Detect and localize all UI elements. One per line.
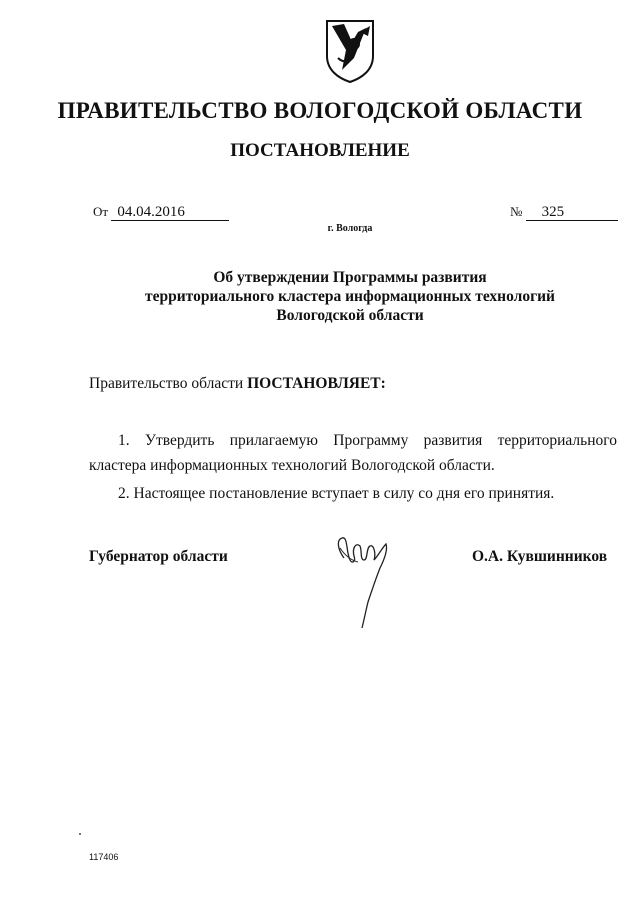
subject-line: Об утверждении Программы развития: [213, 269, 487, 286]
document-type: ПОСТАНОВЛЕНИЕ: [230, 140, 410, 161]
government-title: ПРАВИТЕЛЬСТВО ВОЛОГОДСКОЙ ОБЛАСТИ: [57, 98, 583, 123]
signatory-name: О.А. Кувшинников: [472, 548, 608, 565]
scan-dot: [79, 833, 81, 835]
intro-text: Правительство области: [89, 375, 248, 392]
date-label: От: [93, 204, 109, 219]
subject-line: территориального кластера информационных технологий: [145, 288, 555, 305]
subject-line: Вологодской области: [276, 307, 424, 324]
signatory-title: Губернатор области: [89, 548, 228, 565]
document-subject: [0, 268, 640, 325]
intro-bold: ПОСТАНОВЛЯЕТ:: [247, 375, 386, 392]
handwritten-signature: [330, 530, 400, 630]
resolution-item-2: 2. Настоящее постановление вступает в силу со дня его принятия.: [118, 485, 555, 502]
resolution-item-1: 1. Утвердить прилагаемую Программу развития территориального кластера информационных технологий Вологодской области.: [89, 432, 617, 474]
date-row: [93, 204, 229, 221]
number-row: [510, 204, 618, 221]
footer-code: 117406: [89, 852, 119, 862]
number-label: №: [510, 204, 523, 219]
number-value: 325: [526, 205, 618, 221]
coat-of-arms-icon: [324, 18, 376, 84]
resolution-intro: [89, 375, 386, 393]
date-value: 04.04.2016: [111, 205, 229, 221]
city: г. Вологда: [327, 223, 373, 234]
